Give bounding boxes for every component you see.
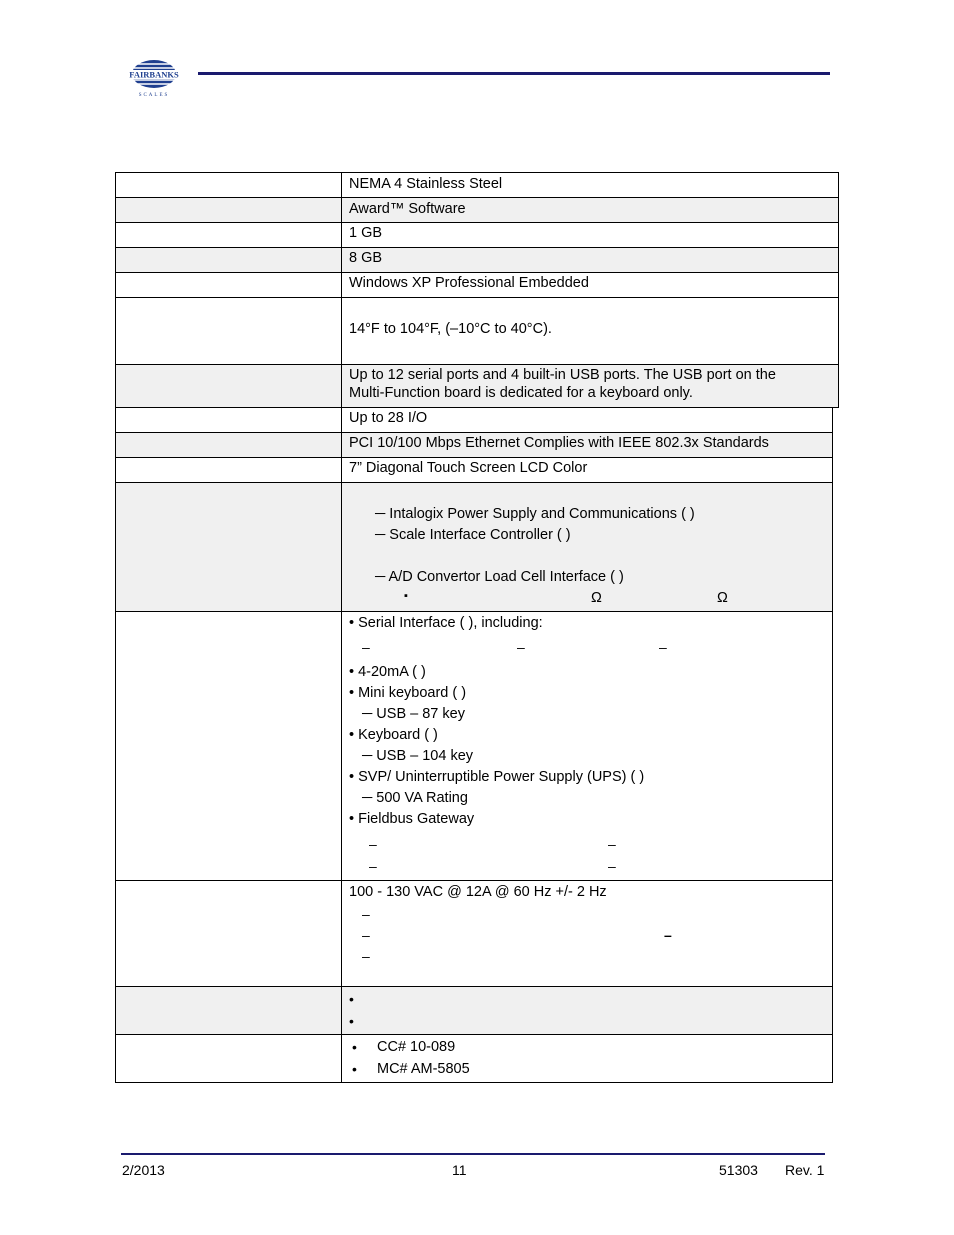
- omega-symbol: Ω: [717, 590, 728, 606]
- option-keyboard-detail: ─ USB – 104 key: [362, 748, 474, 764]
- fairbanks-logo: [122, 55, 186, 99]
- bullet-mark: •: [349, 991, 354, 1007]
- label-cell: [115, 297, 342, 365]
- value-cell: [341, 986, 833, 1035]
- option-mini-keyboard-detail: ─ USB – 87 key: [362, 706, 465, 722]
- label-cell: [115, 880, 342, 987]
- storage-value: 8 GB: [349, 250, 383, 266]
- dash-mark: –: [369, 858, 377, 874]
- dash-mark: –: [664, 927, 672, 943]
- dash-mark: –: [362, 906, 370, 922]
- option-keyboard: • Keyboard ( ): [349, 727, 438, 743]
- option-serial-interface: • Serial Interface ( ), including:: [349, 615, 543, 631]
- dash-mark: –: [362, 639, 370, 655]
- value-cell: [341, 247, 839, 273]
- revision: Rev. 1: [785, 1162, 825, 1178]
- os-value: Windows XP Professional Embedded: [349, 275, 589, 291]
- footer-date: 2/2013: [122, 1162, 165, 1178]
- option-4-20ma: • 4-20mA ( ): [349, 664, 426, 680]
- label-cell: [115, 364, 342, 408]
- board-item-scale-controller: ─ Scale Interface Controller ( ): [375, 527, 571, 543]
- bullet-mark: •: [349, 1013, 354, 1029]
- logo-brand: FAIRBANKS: [129, 69, 179, 80]
- software-value: Award™ Software: [349, 201, 466, 217]
- label-cell: [115, 197, 342, 223]
- option-mini-keyboard: • Mini keyboard ( ): [349, 685, 467, 701]
- ports-value-line2: Multi-Function board is dedicated for a keyboard only.: [349, 385, 693, 401]
- label-cell: [115, 247, 342, 273]
- label-cell: [115, 611, 342, 881]
- label-cell: [115, 407, 342, 433]
- bullet-mark: •: [352, 1039, 357, 1055]
- label-cell: [115, 457, 342, 483]
- io-value: Up to 28 I/O: [349, 410, 428, 426]
- value-cell: [341, 222, 839, 248]
- label-cell: [115, 432, 342, 458]
- board-item-power-supply: ─ Intalogix Power Supply and Communications ( ): [375, 506, 695, 522]
- dash-mark: –: [362, 927, 370, 943]
- cc-number: CC# 10-089: [377, 1039, 456, 1055]
- header-rule: [198, 72, 830, 75]
- label-cell: [115, 172, 342, 198]
- dash-mark: –: [659, 639, 667, 655]
- value-cell: [341, 482, 833, 612]
- display-value: 7” Diagonal Touch Screen LCD Color: [349, 460, 588, 476]
- omega-symbol: Ω: [591, 590, 602, 606]
- page-number: 11: [452, 1162, 467, 1178]
- square-bullet-icon: ▪: [404, 590, 408, 602]
- enclosure-value: NEMA 4 Stainless Steel: [349, 176, 503, 192]
- logo-sub: SCALES: [138, 93, 170, 98]
- option-fieldbus: • Fieldbus Gateway: [349, 811, 475, 827]
- dash-mark: –: [362, 948, 370, 964]
- mc-number: MC# AM-5805: [377, 1061, 470, 1077]
- footer-rule: [121, 1153, 825, 1155]
- memory-value: 1 GB: [349, 225, 383, 241]
- label-cell: [115, 272, 342, 298]
- document-number: 51303: [719, 1162, 758, 1178]
- label-cell: [115, 1034, 342, 1083]
- dash-mark: –: [608, 858, 616, 874]
- dash-mark: –: [608, 836, 616, 852]
- value-cell: [341, 611, 833, 881]
- power-value: 100 - 130 VAC @ 12A @ 60 Hz +/- 2 Hz: [349, 884, 607, 900]
- label-cell: [115, 482, 342, 612]
- option-ups: • SVP/ Uninterruptible Power Supply (UPS) ( ): [349, 769, 645, 785]
- temperature-value: 14°F to 104°F, (–10°C to 40°C).: [349, 321, 552, 337]
- label-cell: [115, 986, 342, 1035]
- ethernet-value: PCI 10/100 Mbps Ethernet Complies with IEEE 802.3x Standards: [349, 435, 769, 451]
- ports-value-line1: Up to 12 serial ports and 4 built-in USB ports. The USB port on the: [349, 367, 776, 383]
- dash-mark: –: [517, 639, 525, 655]
- bullet-mark: •: [352, 1061, 357, 1077]
- dash-mark: –: [369, 836, 377, 852]
- board-item-ad-convertor: ─ A/D Convertor Load Cell Interface ( ): [375, 569, 624, 585]
- option-ups-detail: ─ 500 VA Rating: [362, 790, 468, 806]
- label-cell: [115, 222, 342, 248]
